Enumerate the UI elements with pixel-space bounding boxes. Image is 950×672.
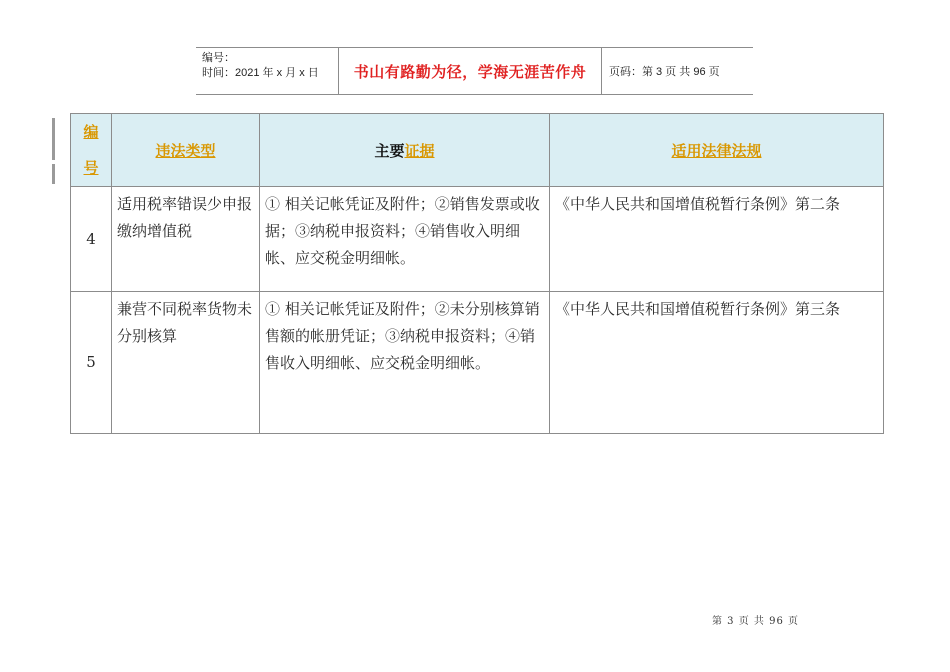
header-laws	[550, 114, 884, 187]
row-violation-type: 适用税率错误少申报缴纳增值税	[112, 187, 260, 292]
code-label: 编号：	[202, 52, 235, 64]
header-page-code: 页码：第 3 页 共 96 页	[609, 66, 720, 78]
header-laws-text: 适用法律法规	[671, 141, 762, 160]
header-violation-type	[112, 114, 260, 187]
row-laws: 《中华人民共和国增值税暂行条例》第三条	[550, 292, 884, 434]
margin-marker-bottom	[52, 164, 55, 184]
header-violation-type-text: 违法类型	[155, 141, 216, 160]
header-evidence-prefix: 主要	[374, 141, 405, 160]
row-evidence: ① 相关记帐凭证及附件；②未分别核算销售额的帐册凭证；③纳税申报资料；④销售收入明细帐、应交税金明细帐。	[260, 292, 550, 434]
table-row	[71, 187, 884, 292]
header-motto: 书山有路勤为径，学海无涯苦作舟	[339, 48, 602, 94]
row-number: 5	[71, 292, 112, 434]
table-header-row	[71, 114, 884, 187]
row-violation-type: 兼营不同税率货物未分别核算	[112, 292, 260, 434]
time-label: 时间：2021 年 x 月 x 日	[202, 67, 319, 79]
header-evidence-suffix: 证据	[404, 141, 435, 160]
page-header	[196, 47, 753, 95]
header-number-line1: 编	[83, 123, 99, 141]
header-meta	[196, 48, 339, 94]
row-evidence: ① 相关记帐凭证及附件；②销售发票或收据；③纳税申报资料；④销售收入明细帐、应交税金明细帐。	[260, 187, 550, 292]
margin-marker-top	[52, 118, 55, 160]
table-row	[71, 292, 884, 434]
page-footer: 第 3 页 共 96 页	[712, 616, 799, 627]
header-number	[71, 114, 112, 187]
header-number-line2: 号	[83, 159, 99, 177]
violation-table	[70, 113, 884, 434]
row-number: 4	[71, 187, 112, 292]
header-evidence	[260, 114, 550, 187]
row-laws: 《中华人民共和国增值税暂行条例》第二条	[550, 187, 884, 292]
